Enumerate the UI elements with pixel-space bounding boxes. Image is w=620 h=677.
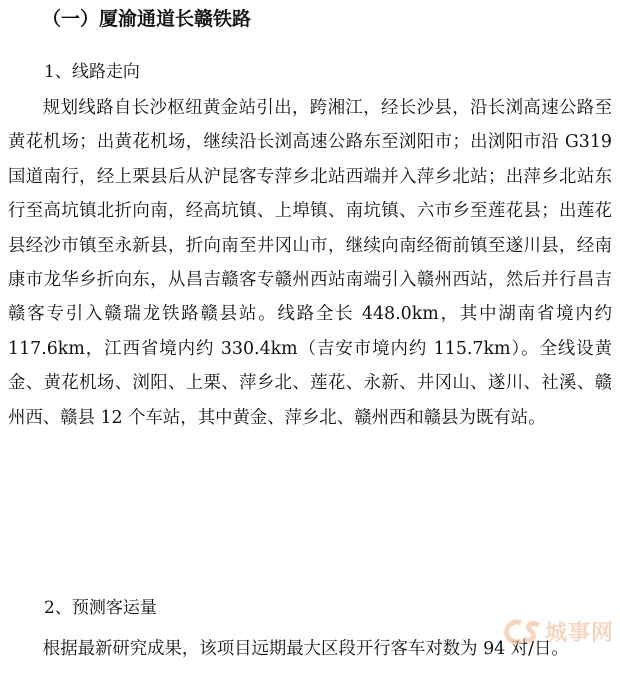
- subsection-ridership-title: 2、预测客运量: [44, 598, 157, 618]
- route-description-paragraph: 规划线路自长沙枢纽黄金站引出，跨湘江，经长沙县，沿长浏高速公路至黄花机场；出黄花机场，继续沿长浏高速公路东至浏阳市；出浏阳市沿 G319 国道南行，经上栗县后从沪昆客专萍乡北站西端并入萍乡北站；出萍乡北站东行至高坑镇北折向南，经高坑镇、上埠镇、南坑镇、六市乡至莲花县；出莲花县经沙市镇至永新县，折向南至井冈山市，继续向南经衙前镇至遂川县，经南康市龙华乡折向东，从昌吉赣客专赣州西站南端引入赣州西站，然后并行昌吉赣客专引入赣瑞龙铁路赣县站。线路全长 448.0km，其中湖南省境内约 117.6km，江西省境内约 330.4km（吉安市境内约 115.7km）。全线设黄金、黄花机场、浏阳、上栗、萍乡北、莲花、永新、井冈山、遂川、社溪、赣州西、赣县 12 个车站，其中黄金、萍乡北、赣州西和赣县为既有站。: [8, 98, 612, 428]
- ridership-paragraph: 根据最新研究成果，该项目远期最大区段开行客车对数为 94 对/日。: [42, 639, 569, 659]
- cs-logo-icon: [501, 617, 543, 647]
- watermark-text: 城事网: [544, 621, 614, 646]
- site-watermark: [501, 616, 614, 647]
- subsection-route-title: 1、线路走向: [44, 62, 140, 82]
- section-title: （一）厦渝通道长赣铁路: [42, 8, 252, 30]
